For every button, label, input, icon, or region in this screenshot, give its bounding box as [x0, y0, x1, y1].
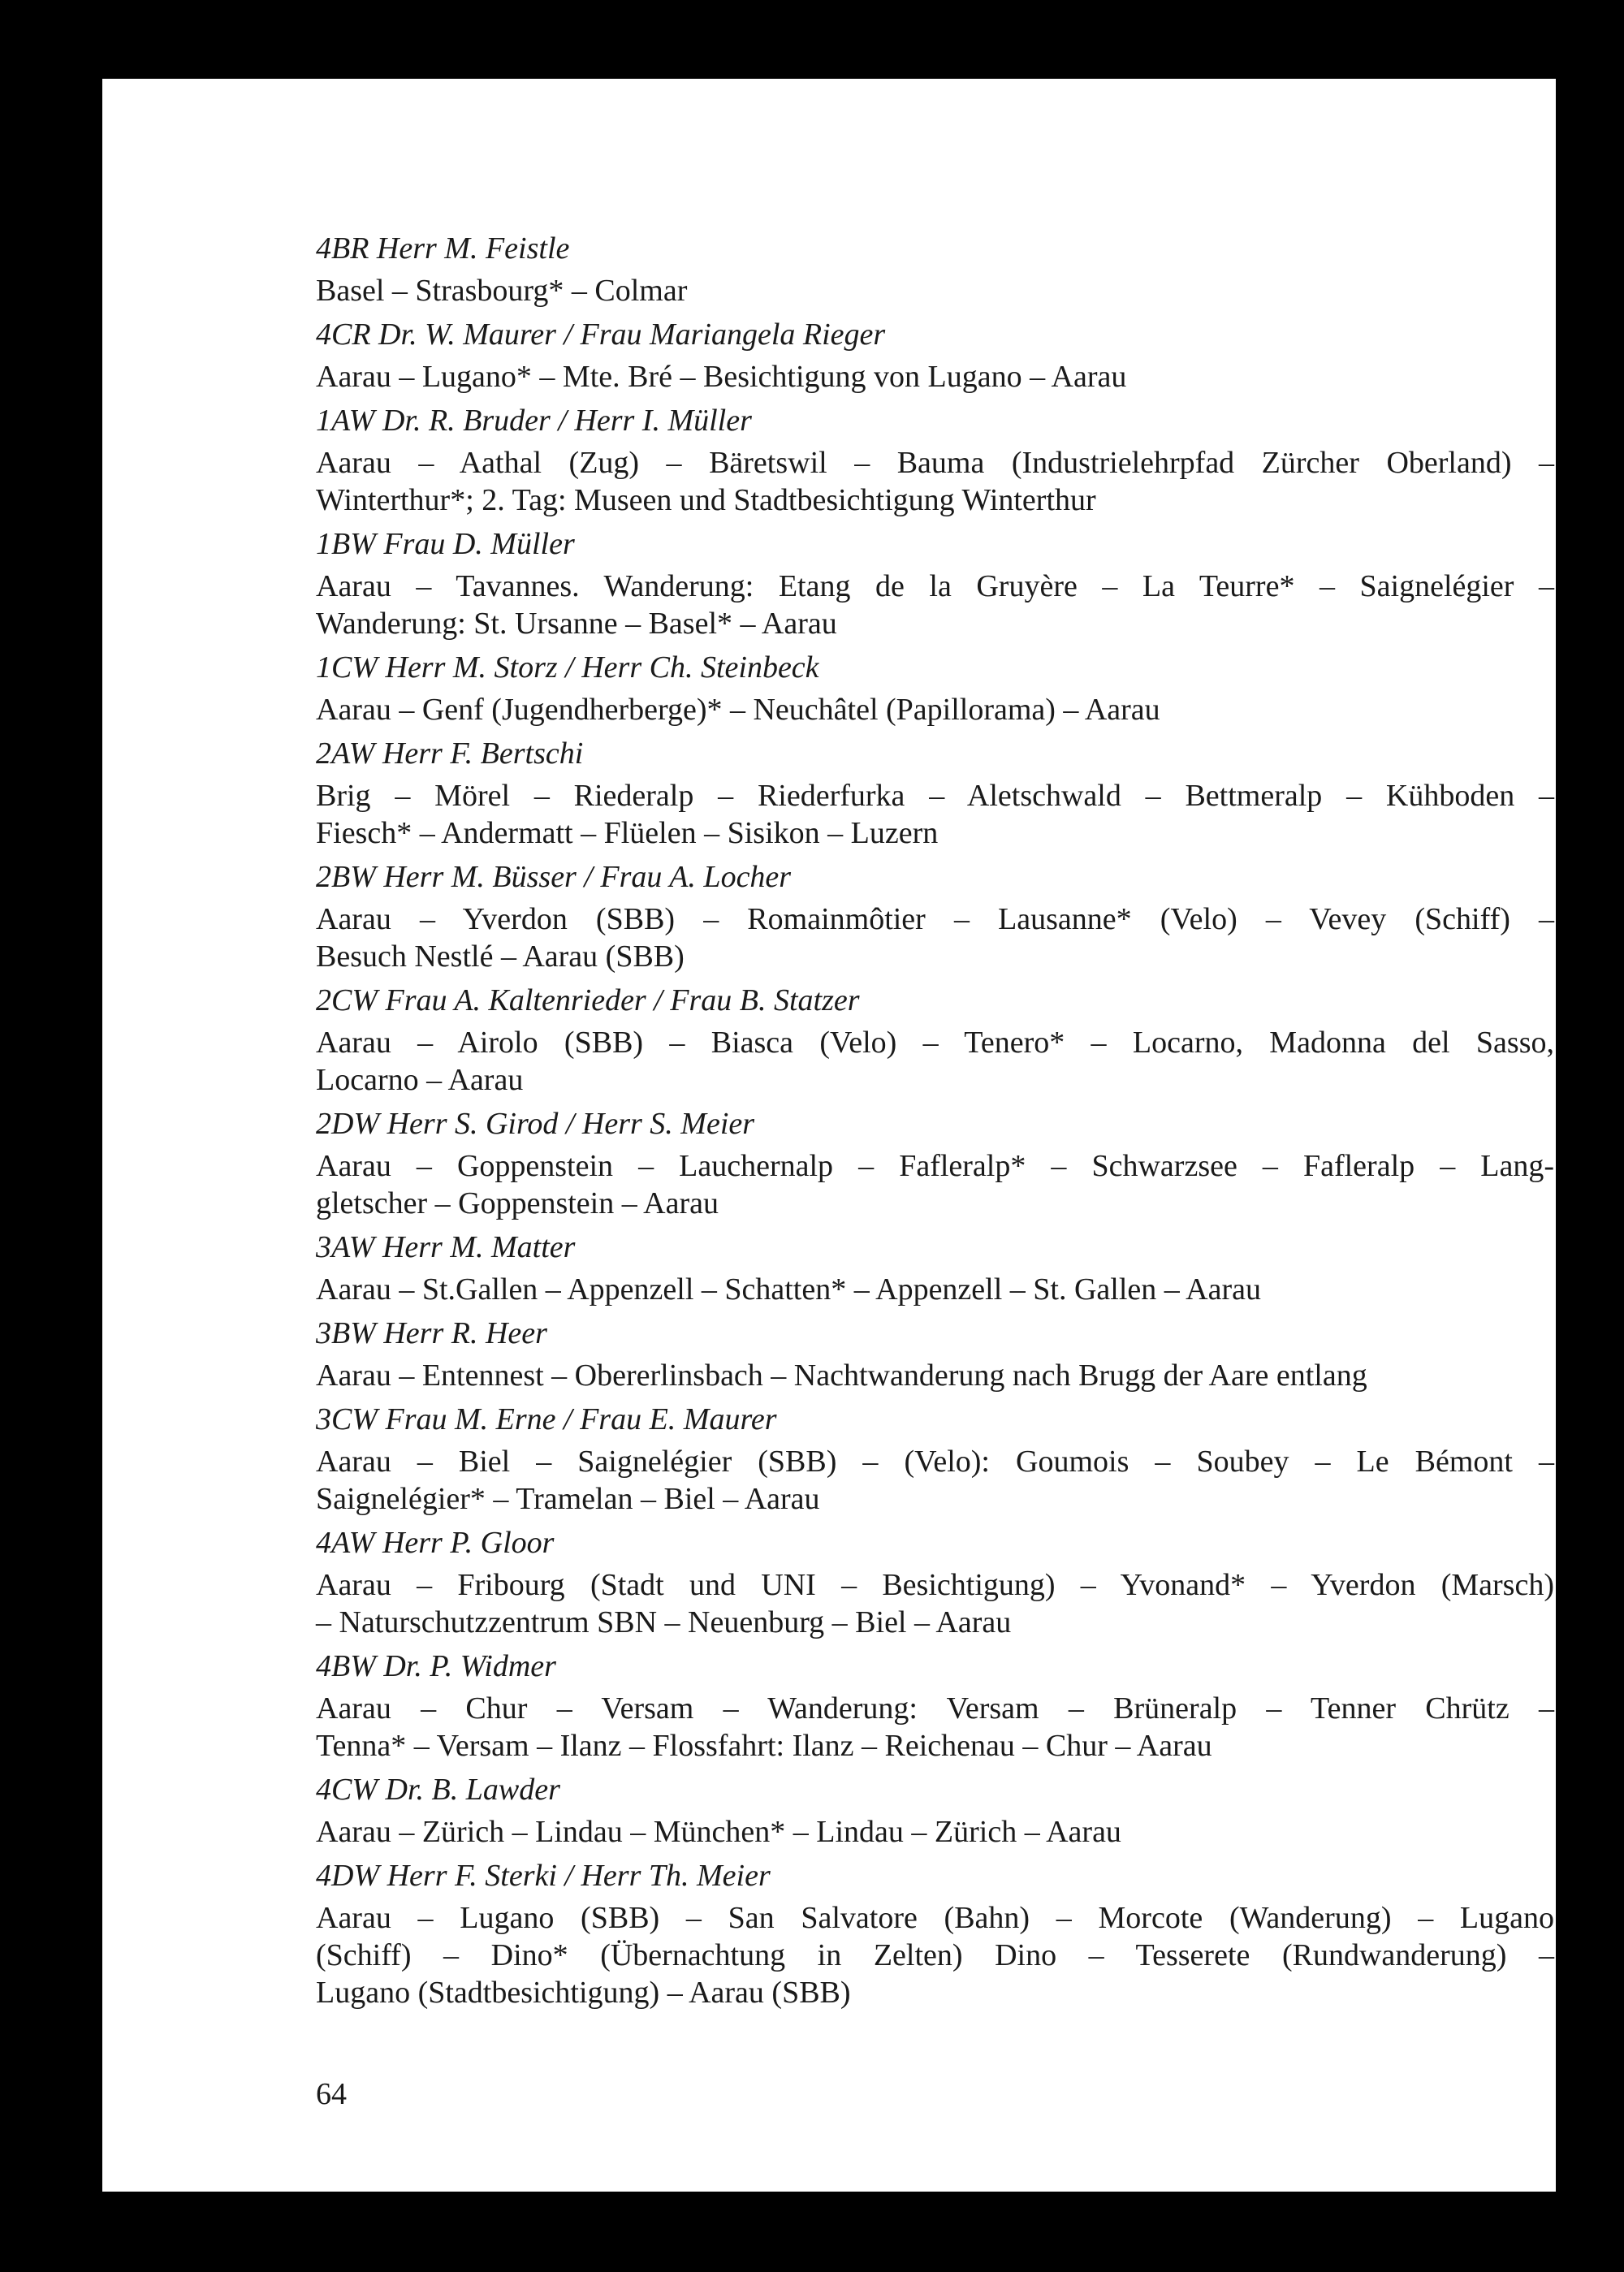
entry-route-line: Tenna* – Versam – Ilanz – Flossfahrt: Ilanz – Reichenau – Chur – Aarau: [316, 1729, 1212, 1763]
entry-heading: 4CR Dr. W. Maurer / Frau Mariangela Rieger: [316, 317, 886, 352]
entry-heading: 1AW Dr. R. Bruder / Herr I. Müller: [316, 404, 752, 438]
entry-route-line: Aarau – Biel – Saignelégier (SBB) – (Velo): Goumois – Soubey – Le Bémont –: [316, 1445, 1554, 1479]
entry-heading: 3BW Herr R. Heer: [316, 1316, 547, 1350]
entry-heading: 2CW Frau A. Kaltenrieder / Frau B. Statzer: [316, 983, 860, 1017]
entry-route-line: Aarau – Yverdon (SBB) – Romainmôtier – Lausanne* (Velo) – Vevey (Schiff) –: [316, 902, 1554, 936]
excursion-entry: [316, 1771, 1554, 1851]
excursion-entry: [316, 1105, 1554, 1222]
entry-route-line: Aarau – Lugano* – Mte. Bré – Besichtigung von Lugano – Aarau: [316, 360, 1127, 394]
entry-route-line: Brig – Mörel – Riederalp – Riederfurka – Aletschwald – Bettmeralp – Kühboden –: [316, 779, 1554, 813]
entry-heading: 4AW Herr P. Gloor: [316, 1526, 555, 1560]
excursion-entry: [316, 402, 1554, 519]
excursion-entry: [316, 1315, 1554, 1394]
entry-route-line: Aarau – Fribourg (Stadt und UNI – Besichtigung) – Yvonand* – Yverdon (Marsch): [316, 1568, 1554, 1602]
entry-route-line: Aarau – Genf (Jugendherberge)* – Neuchâtel (Papillorama) – Aarau: [316, 693, 1160, 727]
entry-heading: 4CW Dr. B. Lawder: [316, 1773, 560, 1807]
entry-route-line: Lugano (Stadtbesichtigung) – Aarau (SBB): [316, 1976, 851, 2010]
entry-route-line: Winterthur*; 2. Tag: Museen und Stadtbesichtigung Winterthur: [316, 483, 1096, 517]
excursion-entry: [316, 982, 1554, 1099]
entry-route-line: Fiesch* – Andermatt – Flüelen – Sisikon – Luzern: [316, 816, 939, 850]
entry-route-line: Locarno – Aarau: [316, 1063, 524, 1097]
page-number: 64: [316, 2077, 347, 2111]
entry-route-line: Aarau – Goppenstein – Lauchernalp – Fafleralp* – Schwarzsee – Fafleralp – Lang-: [316, 1149, 1554, 1183]
excursion-entry: [316, 1857, 1554, 2011]
excursion-entry: [316, 525, 1554, 642]
excursion-entry: [316, 316, 1554, 395]
entry-heading: 1CW Herr M. Storz / Herr Ch. Steinbeck: [316, 650, 819, 685]
entry-route-line: Besuch Nestlé – Aarau (SBB): [316, 939, 685, 974]
excursion-entry: [316, 1648, 1554, 1764]
entry-heading: 2DW Herr S. Girod / Herr S. Meier: [316, 1107, 755, 1141]
entry-heading: 3AW Herr M. Matter: [316, 1230, 576, 1264]
entry-heading: 4BW Dr. P. Widmer: [316, 1649, 556, 1683]
excursion-entry: [316, 735, 1554, 852]
entry-route-line: Aarau – Zürich – Lindau – München* – Lindau – Zürich – Aarau: [316, 1815, 1121, 1849]
entry-route-line: Aarau – Airolo (SBB) – Biasca (Velo) – Tenero* – Locarno, Madonna del Sasso,: [316, 1026, 1554, 1060]
entry-heading: 2BW Herr M. Büsser / Frau A. Locher: [316, 860, 792, 894]
entry-route-line: Aarau – Aathal (Zug) – Bäretswil – Bauma (Industrielehrpfad Zürcher Oberland) –: [316, 446, 1554, 480]
entry-heading: 2AW Herr F. Bertschi: [316, 736, 584, 771]
entry-route-line: Aarau – Chur – Versam – Wanderung: Versam – Brüneralp – Tenner Chrütz –: [316, 1691, 1554, 1726]
entry-route-line: Aarau – Lugano (SBB) – San Salvatore (Bahn) – Morcote (Wanderung) – Lugano: [316, 1901, 1554, 1935]
excursion-entry: [316, 1401, 1554, 1518]
entry-heading: 3CW Frau M. Erne / Frau E. Maurer: [316, 1402, 777, 1436]
entry-heading: 4DW Herr F. Sterki / Herr Th. Meier: [316, 1859, 771, 1893]
excursion-entry: [316, 858, 1554, 975]
excursion-list: [316, 230, 1554, 2018]
excursion-entry: [316, 1524, 1554, 1641]
entry-route-line: gletscher – Goppenstein – Aarau: [316, 1186, 719, 1220]
entry-heading: 1BW Frau D. Müller: [316, 527, 575, 561]
document-page: [102, 79, 1556, 2192]
excursion-entry: [316, 649, 1554, 728]
entry-heading: 4BR Herr M. Feistle: [316, 231, 570, 266]
entry-route-line: (Schiff) – Dino* (Übernachtung in Zelten) Dino – Tesserete (Rundwanderung) –: [316, 1938, 1554, 1972]
entry-route-line: Saignelégier* – Tramelan – Biel – Aarau: [316, 1482, 820, 1516]
entry-route-line: Aarau – St.Gallen – Appenzell – Schatten* – Appenzell – St. Gallen – Aarau: [316, 1272, 1261, 1307]
entry-route-line: Aarau – Tavannes. Wanderung: Etang de la Gruyère – La Teurre* – Saignelégier –: [316, 569, 1554, 603]
excursion-entry: [316, 230, 1554, 309]
entry-route-line: – Naturschutzzentrum SBN – Neuenburg – Biel – Aarau: [316, 1605, 1012, 1639]
entry-route-line: Basel – Strasbourg* – Colmar: [316, 274, 688, 308]
excursion-entry: [316, 1229, 1554, 1308]
entry-route-line: Aarau – Entennest – Obererlinsbach – Nachtwanderung nach Brugg der Aare entlang: [316, 1358, 1367, 1393]
entry-route-line: Wanderung: St. Ursanne – Basel* – Aarau: [316, 607, 837, 641]
